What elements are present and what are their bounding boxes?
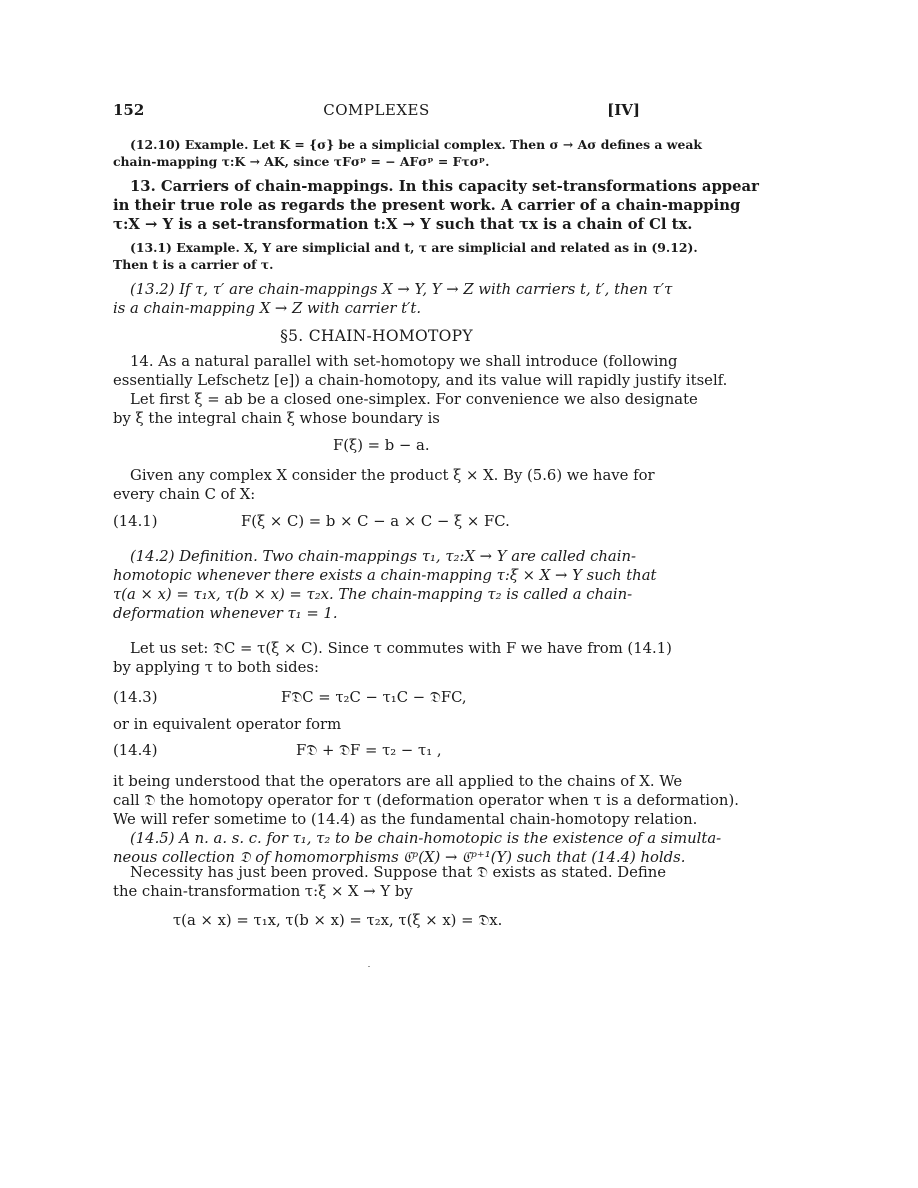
example-12-10-line-1: (12.10) Example. Let K = {σ} be a simplicial complex. Then σ → Aσ defines a weak bbox=[130, 137, 702, 152]
para-set-line-2: by applying τ to both sides: bbox=[113, 659, 319, 676]
section-13-line-2: in their true role as regards the present work. A carrier of a chain-mapping bbox=[113, 197, 741, 214]
equation-number: (14.4) bbox=[113, 742, 158, 759]
para-14-line-3: Let first ξ = ab be a closed one-simplex. For convenience we also designate bbox=[130, 391, 698, 408]
page-number: 152 bbox=[113, 101, 145, 119]
equation-14-3 bbox=[113, 689, 640, 709]
definition-14-2-line-2: homotopic whenever there exists a chain-mapping τ:ξ × X → Y such that bbox=[113, 567, 657, 584]
theorem-13-2-line-2: is a chain-mapping X → Z with carrier t′t. bbox=[113, 300, 422, 317]
definition-14-2-line-3: τ(a × x) = τ₁x, τ(b × x) = τ₂x. The chain-mapping τ₂ is called a chain- bbox=[113, 586, 633, 603]
example-12-10-line-2: chain-mapping τ:K → AK, since τFσᵖ = − AFσᵖ = Fτσᵖ. bbox=[113, 154, 490, 169]
definition-14-2-line-1: (14.2) Definition. Two chain-mappings τ₁, τ₂:X → Y are called chain- bbox=[130, 548, 637, 565]
para-necessity-line-1: Necessity has just been proved. Suppose that 𝔇 exists as stated. Define bbox=[130, 864, 667, 881]
para-product-line-2: every chain C of X: bbox=[113, 486, 256, 503]
theorem-13-2-line-1: (13.2) If τ, τ′ are chain-mappings X → Y, Y → Z with carriers t, t′, then τ′τ bbox=[130, 281, 673, 298]
para-operator-form: or in equivalent operator form bbox=[113, 716, 342, 733]
para-14-line-2: essentially Lefschetz [e]) a chain-homotopy, and its value will rapidly justify itself. bbox=[113, 372, 728, 389]
theorem-14-5-line-2: neous collection 𝔇 of homomorphisms ℭᵖ(X) → ℭᵖ⁺¹(Y) such that (14.4) holds. bbox=[113, 849, 686, 866]
equation-chain-transformation: τ(a × x) = τ₁x, τ(b × x) = τ₂x, τ(ξ × x) = 𝔇x. bbox=[173, 912, 503, 929]
para-operators-line-3: We will refer sometime to (14.4) as the fundamental chain-homotopy relation. bbox=[113, 811, 698, 828]
running-title: COMPLEXES bbox=[323, 101, 430, 119]
section-heading: §5. CHAIN-HOMOTOPY bbox=[280, 327, 473, 345]
definition-14-2-line-4: deformation whenever τ₁ = 1. bbox=[113, 605, 338, 622]
para-14-line-1: 14. As a natural parallel with set-homotopy we shall introduce (following bbox=[130, 353, 678, 370]
theorem-14-5-line-1: (14.5) A n. a. s. c. for τ₁, τ₂ to be chain-homotopic is the existence of a simulta- bbox=[130, 830, 722, 847]
equation-body: F𝔇C = τ₂C − τ₁C − 𝔇FC, bbox=[281, 689, 467, 706]
equation-14-4 bbox=[113, 742, 640, 762]
page-header bbox=[113, 101, 640, 123]
equation-body: F𝔇 + 𝔇F = τ₂ − τ₁ , bbox=[296, 742, 442, 759]
para-product-line-1: Given any complex X consider the product ξ × X. By (5.6) we have for bbox=[130, 467, 655, 484]
equation-boundary-xi: F(ξ) = b − a. bbox=[333, 437, 430, 454]
para-14-line-4: by ξ the integral chain ξ whose boundary is bbox=[113, 410, 440, 427]
example-13-1-line-2: Then t is a carrier of τ. bbox=[113, 257, 274, 272]
para-operators-line-1: it being understood that the operators are all applied to the chains of X. We bbox=[113, 773, 683, 790]
equation-body: F(ξ × C) = b × C − a × C − ξ × FC. bbox=[241, 513, 510, 530]
section-13-line-3: τ:X → Y is a set-transformation t:X → Y such that τx is a chain of Cl tx. bbox=[113, 216, 693, 233]
scan-speck bbox=[368, 966, 370, 967]
equation-number: (14.3) bbox=[113, 689, 158, 706]
chapter-label: [IV] bbox=[607, 101, 640, 119]
section-13-line-1: 13. Carriers of chain-mappings. In this capacity set-transformations appear bbox=[130, 178, 759, 195]
example-13-1-line-1: (13.1) Example. X, Y are simplicial and t, τ are simplicial and related as in (9.12). bbox=[130, 240, 698, 255]
para-set-line-1: Let us set: 𝔇C = τ(ξ × C). Since τ commutes with F we have from (14.1) bbox=[130, 640, 672, 657]
para-operators-line-2: call 𝔇 the homotopy operator for τ (deformation operator when τ is a deformation). bbox=[113, 792, 739, 809]
para-necessity-line-2: the chain-transformation τ:ξ × X → Y by bbox=[113, 883, 413, 900]
equation-number: (14.1) bbox=[113, 513, 158, 530]
equation-14-1 bbox=[113, 513, 640, 533]
